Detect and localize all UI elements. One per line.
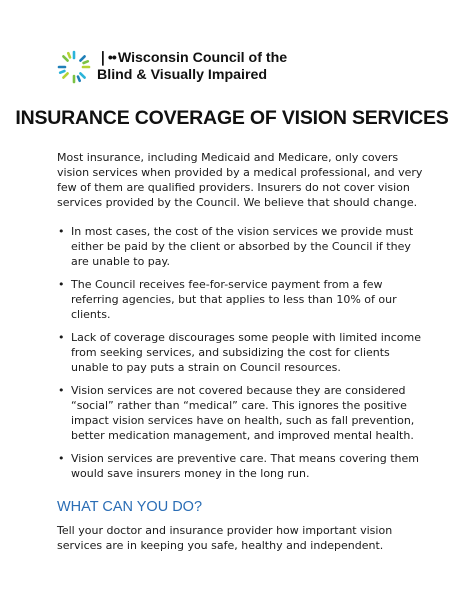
sunburst-logo-icon <box>57 50 91 84</box>
list-item-text: Vision services are preventive care. That means covering them would save insurers money in the long run. <box>71 452 420 480</box>
bullet-icon: • <box>58 278 65 291</box>
logo-dots-icon: ❘•• <box>97 50 116 66</box>
list-item-text: Lack of coverage discourages some people with limited income from seeking services, and subsidizing the cost for clients unable to pay puts a strain on Council resources. <box>71 331 421 374</box>
list-item <box>57 277 427 322</box>
list-item <box>57 451 427 481</box>
section-heading: WHAT CAN YOU DO? <box>57 499 203 515</box>
organization-name <box>97 50 287 84</box>
list-item <box>57 224 427 269</box>
bullet-icon: • <box>58 225 65 238</box>
organization-name-line2: Blind & Visually Impaired <box>97 67 268 83</box>
list-item <box>57 383 427 443</box>
document-body <box>57 150 427 567</box>
bullet-icon: • <box>58 452 65 465</box>
organization-name-line1: Wisconsin Council of the <box>117 50 288 66</box>
list-item-text: In most cases, the cost of the vision services we provide must either be paid by the client or absorbed by the Council if they are unable to pay. <box>71 225 414 268</box>
list-item-text: Vision services are not covered because they are considered “social” rather than “medical” care. This ignores the positive impact vision services have on health, such as fall prevention, better medication management, and improved mental health. <box>71 384 415 442</box>
organization-logo <box>57 50 287 84</box>
list-item <box>57 330 427 375</box>
bullet-list <box>57 224 427 481</box>
intro-paragraph: Most insurance, including Medicaid and Medicare, only covers vision services when provided by a medical professional, and very few of them are qualified providers. Insurers do not cover vision services provided by the Council. We believe that should change. <box>57 151 423 209</box>
bullet-icon: • <box>58 384 65 397</box>
bullet-icon: • <box>58 331 65 344</box>
closing-paragraph: Tell your doctor and insurance provider how important vision services are in keeping you safe, healthy and independent. <box>57 524 393 552</box>
page-title: INSURANCE COVERAGE OF VISION SERVICES <box>15 107 449 129</box>
list-item-text: The Council receives fee-for-service payment from a few referring agencies, but that applies to less than 10% of our clients. <box>71 278 397 321</box>
